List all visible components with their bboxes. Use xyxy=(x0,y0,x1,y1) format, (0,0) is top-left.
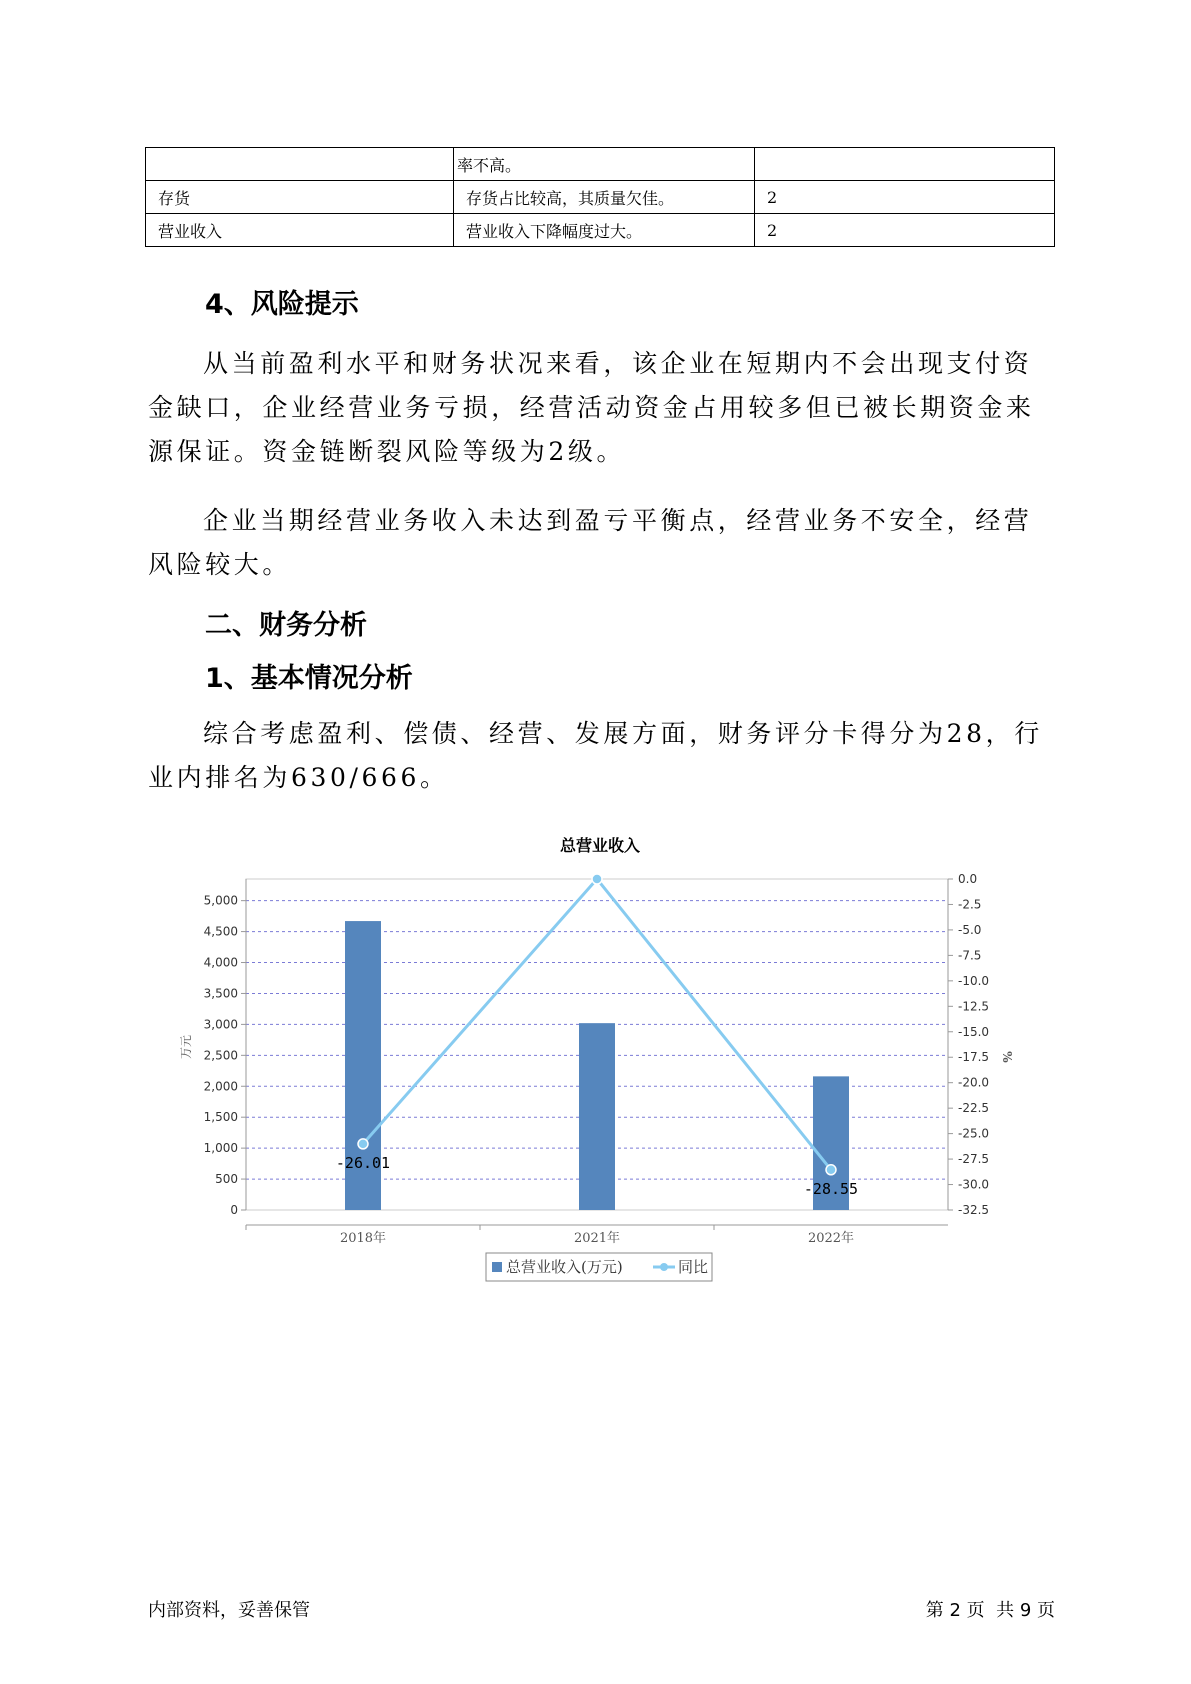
table-cell: 存货 xyxy=(146,181,454,214)
basic-analysis-paragraph: 综合考虑盈利、偿债、经营、发展方面，财务评分卡得分为28，行业内排名为630/666。 xyxy=(148,719,1043,792)
left-tick-label: 3,000 xyxy=(203,1017,238,1032)
table-row xyxy=(146,148,1055,181)
risk-paragraph-1: 从当前盈利水平和财务状况来看，该企业在短期内不会出现支付资金缺口，企业经营业务亏损，经营活动资金占用较多但已被长期资金来源保证。资金链断裂风险等级为2级。 xyxy=(148,349,1035,466)
x-tick-label: 2022年 xyxy=(807,1231,855,1246)
table-cell: 2 xyxy=(755,214,1055,247)
right-tick-label: 0.0 xyxy=(958,872,978,886)
legend-bar-swatch xyxy=(492,1262,502,1272)
right-tick-label: -25.0 xyxy=(958,1126,990,1141)
left-axis-label: 万元 xyxy=(179,1034,193,1060)
x-tick-label: 2018年 xyxy=(339,1231,387,1246)
table-cell: 存货占比较高，其质量欠佳。 xyxy=(454,181,755,214)
risk-paragraph-2: 企业当期经营业务收入未达到盈亏平衡点，经营业务不安全，经营风险较大。 xyxy=(148,506,1033,579)
revenue-bar xyxy=(579,1023,615,1210)
yoy-point xyxy=(592,874,602,884)
left-tick-label: 1,500 xyxy=(203,1110,238,1125)
right-tick-label: -5.0 xyxy=(958,922,982,937)
left-tick-label: 500 xyxy=(215,1172,238,1187)
evaluation-table xyxy=(145,147,1055,247)
right-tick-label: -15.0 xyxy=(958,1024,990,1039)
legend-bar-label: 总营业收入(万元) xyxy=(506,1258,623,1276)
right-tick-label: -2.5 xyxy=(958,897,982,912)
financial-analysis-heading: 二、财务分析 xyxy=(205,610,367,641)
right-tick-label: -10.0 xyxy=(958,973,990,988)
right-tick-label: -7.5 xyxy=(958,948,982,963)
left-tick-label: 2,000 xyxy=(203,1079,238,1094)
yoy-point xyxy=(826,1165,836,1175)
x-axis-ticks xyxy=(246,1225,854,1246)
left-axis-ticks xyxy=(204,894,246,1217)
table-cell: 2 xyxy=(755,181,1055,214)
table-row xyxy=(146,181,1055,214)
legend-line-marker xyxy=(660,1263,668,1271)
left-tick-label: 3,500 xyxy=(203,986,238,1001)
revenue-bars xyxy=(345,921,849,1210)
chart-legend xyxy=(486,1253,712,1281)
left-tick-label: 4,500 xyxy=(203,924,238,939)
right-tick-label: -22.5 xyxy=(958,1101,990,1116)
table-cell: 率不高。 xyxy=(454,148,755,181)
left-tick-label: 0 xyxy=(230,1203,238,1217)
yoy-data-label: -26.01 xyxy=(335,1153,391,1172)
left-tick-label: 1,000 xyxy=(203,1141,238,1156)
footer-confidential: 内部资料，妥善保管 xyxy=(148,1600,310,1621)
x-tick-label: 2021年 xyxy=(573,1231,621,1246)
revenue-chart xyxy=(170,835,1014,1285)
yoy-data-label: -28.55 xyxy=(803,1179,859,1198)
legend-line-label: 同比 xyxy=(678,1258,709,1276)
right-axis-label: % xyxy=(1000,1051,1014,1063)
risk-heading: 4、风险提示 xyxy=(205,289,359,320)
footer-page-number: 第 2 页 共 9 页 xyxy=(925,1600,1055,1621)
table-cell xyxy=(755,148,1055,181)
left-tick-label: 4,000 xyxy=(203,955,238,970)
left-tick-label: 2,500 xyxy=(203,1048,238,1063)
table-cell xyxy=(146,148,454,181)
right-axis-ticks xyxy=(948,872,989,1217)
right-tick-label: -30.0 xyxy=(958,1177,990,1192)
right-tick-label: -12.5 xyxy=(958,999,990,1014)
yoy-point xyxy=(358,1139,368,1149)
table-row xyxy=(146,214,1055,247)
table-cell: 营业收入下降幅度过大。 xyxy=(454,214,755,247)
right-tick-label: -17.5 xyxy=(958,1050,990,1065)
right-tick-label: -32.5 xyxy=(958,1203,990,1217)
right-tick-label: -20.0 xyxy=(958,1075,990,1090)
left-tick-label: 5,000 xyxy=(203,893,238,908)
table-cell: 营业收入 xyxy=(146,214,454,247)
chart-title: 总营业收入 xyxy=(559,836,641,855)
right-tick-label: -27.5 xyxy=(958,1152,990,1167)
basic-analysis-heading: 1、基本情况分析 xyxy=(205,663,413,694)
